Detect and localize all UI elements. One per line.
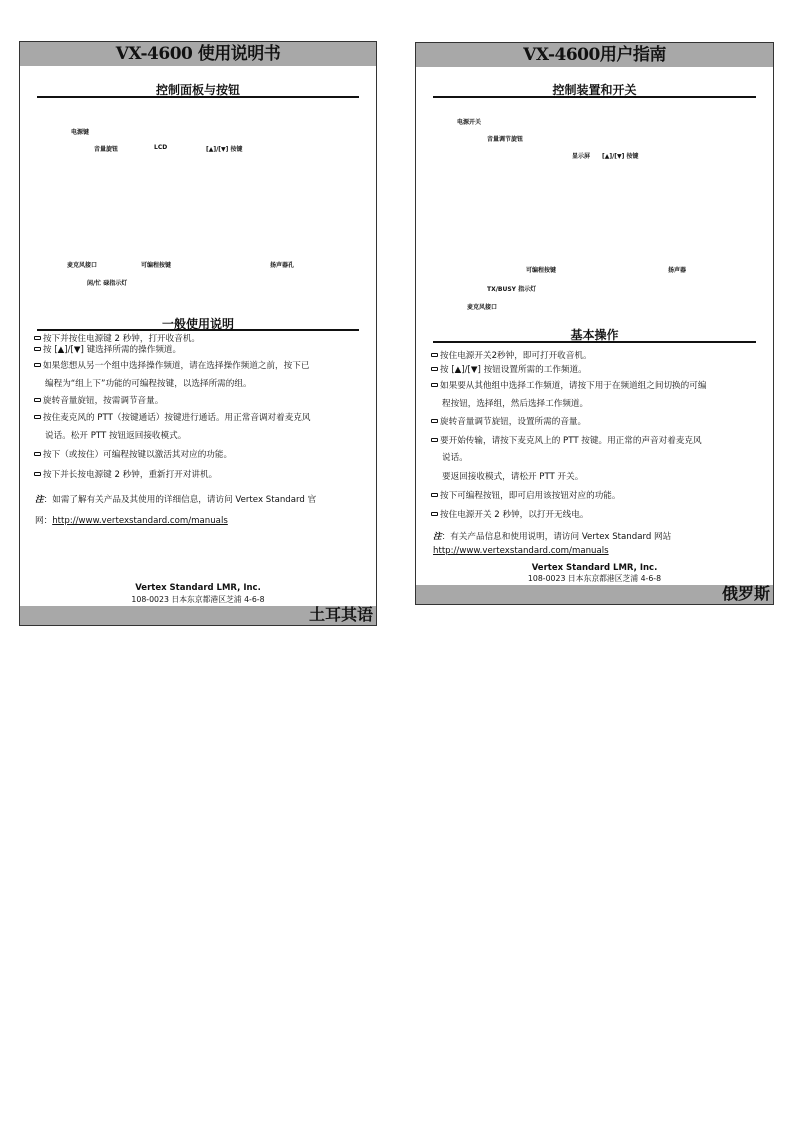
- note-url-line: 网：http://www.vertexstandard.com/manuals: [35, 516, 228, 526]
- language-label: 俄罗斯: [721, 584, 770, 603]
- list-item: 如果要从其他组中选择工作频道，请按下用于在频道组之间切换的可编: [431, 381, 706, 392]
- section-heading-general: 一般使用说明: [161, 317, 234, 331]
- bullet-icon: [34, 336, 41, 340]
- list-item: 按下可编程按钮，即可启用该按钮对应的功能。: [431, 491, 620, 502]
- bullet-icon: [34, 363, 41, 367]
- label-programmable-button: 可编程按键: [526, 267, 557, 274]
- section-heading-basic: 基本操作: [570, 328, 619, 342]
- section-heading-controls: 控制装置和开关: [552, 83, 637, 97]
- manuals-link[interactable]: http://www.vertexstandard.com/manuals: [52, 516, 228, 526]
- list-item-continuation: 程按钮，选择组，然后选择工作频道。: [442, 399, 589, 409]
- label-updown-button: [▲]/[▼] 按键: [206, 146, 243, 153]
- label-updown-button: [▲]/[▼] 按键: [602, 153, 639, 160]
- list-item: 按下并长按电源键 2 秒钟，重新打开对讲机。: [34, 470, 217, 481]
- divider: [37, 329, 359, 331]
- list-item-continuation: 要返回接收模式，请松开 PTT 开关。: [442, 472, 584, 482]
- list-item: 旋转音量旋钮，按需调节音量。: [34, 396, 163, 407]
- manual-card-russian: [415, 42, 774, 605]
- list-item: 按下并按住电源键 2 秒钟，打开收音机。: [34, 334, 200, 345]
- company-name: Vertex Standard LMR, Inc.: [135, 583, 261, 593]
- label-lcd: LCD: [154, 144, 168, 151]
- label-programmable-button: 可编程按键: [141, 262, 172, 269]
- list-item: 如果您想从另一个组中选择操作频道，请在选择操作频道之前，按下已: [34, 361, 309, 372]
- note-url-line: [433, 546, 609, 557]
- list-item: 按 [▲]/[▼] 按钮设置所需的工作频道。: [431, 365, 587, 376]
- list-item-continuation: 说话。: [442, 453, 468, 463]
- label-volume-knob: 音量旋钮: [94, 146, 119, 153]
- list-item: 旋转音量调节旋钮，设置所需的音量。: [431, 417, 586, 428]
- bullet-icon: [431, 512, 438, 516]
- bullet-icon: [431, 493, 438, 497]
- label-power-key: 电源键: [71, 129, 90, 136]
- label-speaker: 扬声器: [668, 267, 687, 274]
- note-line: 注：如需了解有关产品及其使用的详细信息，请访问 Vertex Standard 官: [35, 495, 317, 505]
- label-speaker-grille: 扬声器孔: [270, 262, 295, 269]
- list-item: 按住电源开关 2 秒钟，以打开无线电。: [431, 510, 588, 521]
- divider: [433, 341, 756, 343]
- bullet-icon: [431, 383, 438, 387]
- bullet-icon: [431, 353, 438, 357]
- list-item-continuation: 说话。松开 PTT 按钮返回接收模式。: [45, 431, 187, 441]
- list-item: 要开始传输，请按下麦克风上的 PTT 按键。用正常的声音对着麦克风: [431, 436, 702, 447]
- section-heading-controls: 控制面板与按钮: [155, 83, 240, 97]
- label-volume-knob: 音量调节旋钮: [487, 136, 524, 143]
- divider: [37, 96, 359, 98]
- company-name: Vertex Standard LMR, Inc.: [531, 563, 658, 573]
- divider: [433, 96, 756, 98]
- manual-title: VX-4600 使用说明书: [115, 44, 281, 64]
- note-line: 注：有关产品信息和使用说明，请访问 Vertex Standard 网站: [433, 532, 672, 542]
- bullet-icon: [34, 415, 41, 419]
- bullet-icon: [34, 347, 41, 351]
- list-item-continuation: 编程为“组上下”功能的可编程按键，以选择所需的组。: [45, 379, 252, 389]
- list-item: 按住麦克风的 PTT（按键通话）按键进行通话。用正常音调对着麦克风: [34, 413, 310, 424]
- label-mic-jack: 麦克风接口: [67, 262, 98, 269]
- bullet-icon: [431, 419, 438, 423]
- bullet-icon: [34, 452, 41, 456]
- manual-card-turkish: [19, 41, 377, 626]
- list-item: 按 [▲]/[▼] 键选择所需的操作频道。: [34, 345, 181, 356]
- label-mic-jack: 麦克风接口: [467, 304, 498, 311]
- instruction-list: [431, 351, 766, 521]
- label-display: 显示屏: [572, 153, 591, 160]
- bullet-icon: [34, 472, 41, 476]
- manual-title: VX-4600用户指南: [523, 45, 666, 65]
- list-item: 按住电源开关2秒钟，即可打开收音机。: [431, 351, 592, 362]
- bullet-icon: [431, 367, 438, 371]
- bullet-icon: [431, 438, 438, 442]
- company-address: 108-0023 日本东京都港区芝浦 4-6-8: [131, 595, 265, 604]
- label-power-switch: 电源开关: [457, 119, 482, 126]
- manuals-link[interactable]: http://www.vertexstandard.com/manuals: [433, 546, 609, 556]
- label-busy-indicator: 闲/忙 碌指示灯: [87, 280, 128, 287]
- footer-bar: [416, 585, 773, 604]
- list-item: 按下（或按住）可编程按键以激活其对应的功能。: [34, 450, 232, 461]
- language-label: 土耳其语: [308, 605, 373, 624]
- bullet-icon: [34, 398, 41, 402]
- label-txbusy-indicator: TX/BUSY 指示灯: [487, 286, 537, 293]
- company-address: 108-0023 日本东京都港区芝浦 4-6-8: [527, 574, 662, 583]
